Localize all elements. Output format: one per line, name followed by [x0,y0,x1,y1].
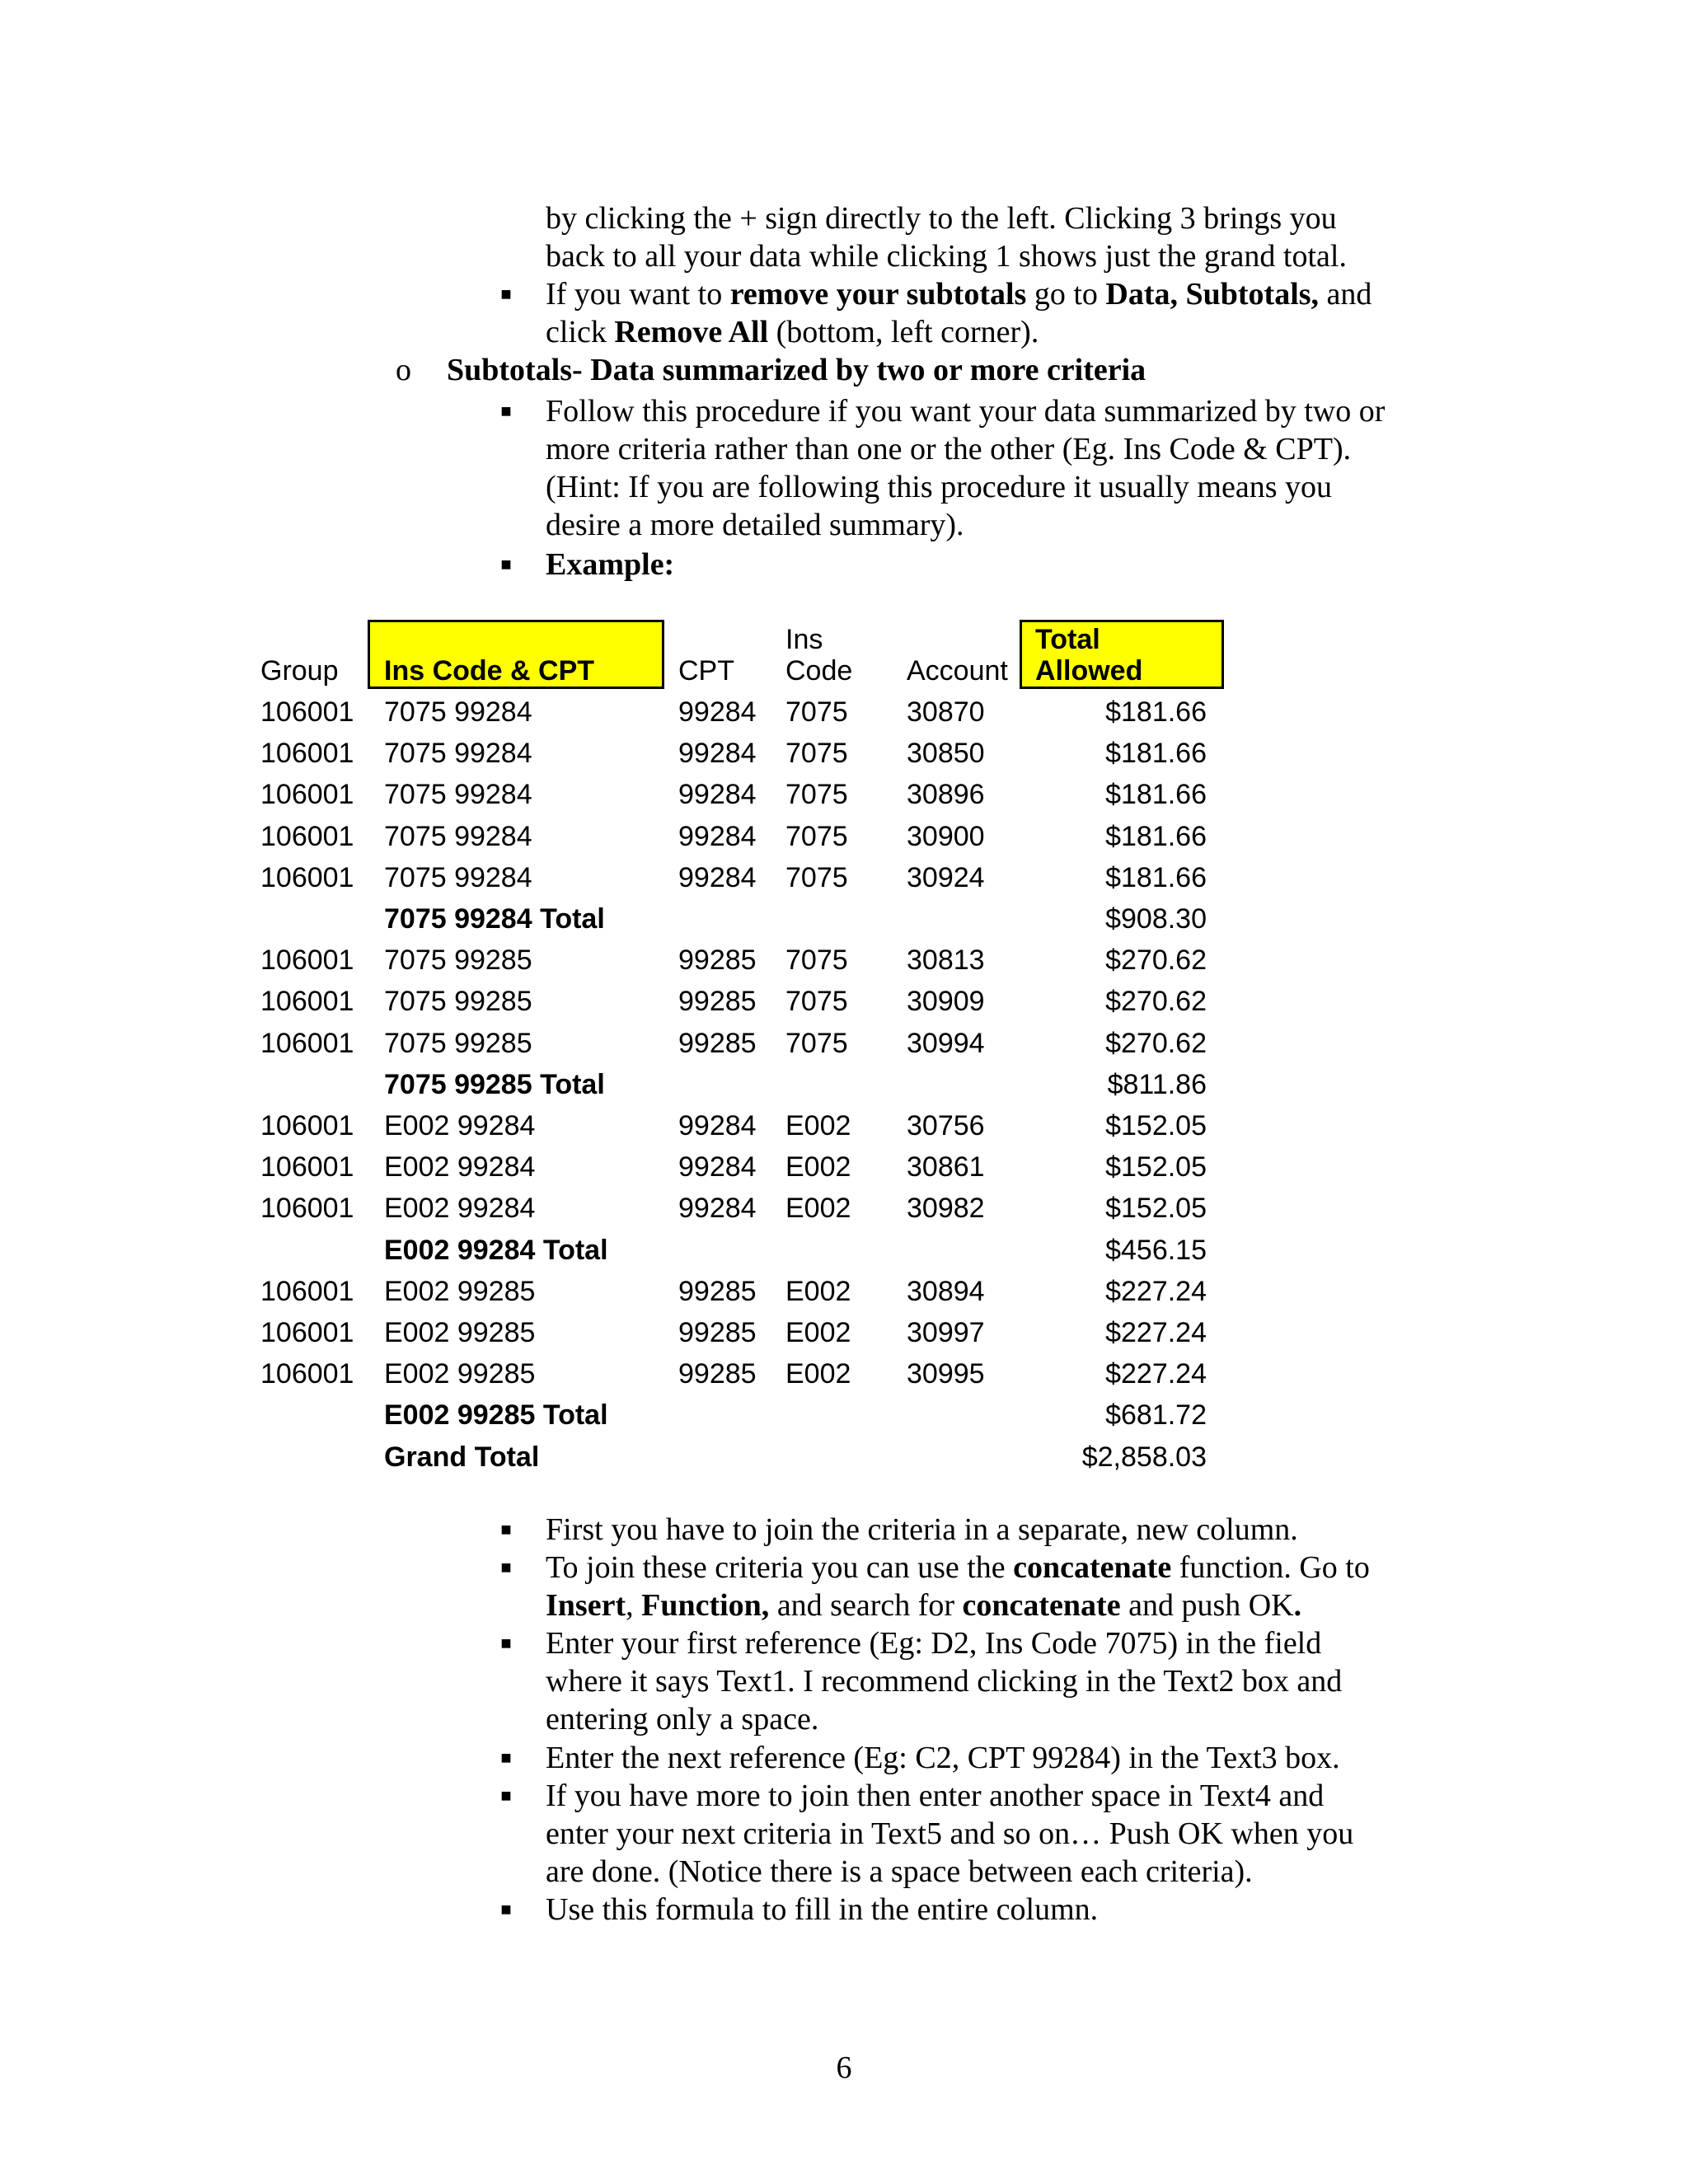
cell-ins-code-cpt: E002 99285 [384,1358,536,1390]
square-bullet-icon: ■ [500,1557,512,1577]
step-line: enter your next criteria in Text5 and so on… Push OK when you [546,1816,1354,1851]
cell-total-allowed: $181.66 [1105,821,1207,852]
cell-ins-code-cpt: E002 99284 [384,1151,536,1183]
cell-account: 30997 [907,1317,985,1348]
cell-account: 30909 [907,986,985,1017]
cell-total-allowed: $456.15 [1105,1235,1207,1266]
circle-bullet-icon: o [396,353,411,387]
text: (bottom, left corner). [768,315,1039,349]
step-line: where it says Text1. I recommend clicking in the Text2 box and [546,1664,1343,1699]
intro-line-1: by clicking the + sign directly to the left. Clicking 3 brings you [546,201,1337,236]
cell-group: 106001 [260,1358,354,1390]
intro-paragraph [546,199,1452,275]
cell-ins-code: E002 [785,1151,851,1183]
text: To join these criteria you can use the [546,1550,1014,1585]
cell-total-allowed: $270.62 [1105,944,1207,976]
cell-cpt: 99284 [678,1193,757,1224]
bold-text: . [1293,1588,1302,1623]
page-number: 6 [836,2050,852,2085]
square-bullet-icon: ■ [500,401,512,421]
cell-group: 106001 [260,1110,354,1141]
text: function. Go to [1171,1550,1370,1585]
step-fill-column: Use this formula to fill in the entire column. [546,1892,1099,1927]
step-line: If you have more to join then enter another space in Text4 and [546,1779,1325,1813]
cell-total-allowed: $152.05 [1105,1110,1207,1141]
remove-subtotals-item [546,275,1452,351]
header-cpt: CPT [678,655,734,687]
cell-cpt: 99285 [678,1028,757,1059]
cell-group: 106001 [260,1276,354,1307]
cell-group: 106001 [260,862,354,893]
cell-account: 30924 [907,862,985,893]
cell-ins-code-cpt: 7075 99284 [384,696,532,728]
cell-group: 106001 [260,1028,354,1059]
cell-account: 30850 [907,738,985,769]
text: go to [1026,277,1106,312]
cell-cpt: 99284 [678,821,757,852]
cell-cpt: 99284 [678,738,757,769]
cell-cpt: 99285 [678,1317,757,1348]
cell-total-allowed: $181.66 [1105,779,1207,810]
cell-ins-code: E002 [785,1317,851,1348]
cell-ins-code: 7075 [785,696,848,728]
cell-ins-code-cpt: E002 99285 [384,1317,536,1348]
cell-account: 30900 [907,821,985,852]
cell-ins-code-cpt: Grand Total [384,1441,540,1473]
cell-total-allowed: $227.24 [1105,1276,1207,1307]
bold-text: Insert [546,1588,626,1623]
cell-group: 106001 [260,1193,354,1224]
text: , [626,1588,642,1623]
square-bullet-icon: ■ [500,1785,512,1806]
cell-cpt: 99284 [678,779,757,810]
cell-ins-code: E002 [785,1193,851,1224]
cell-ins-code: 7075 [785,862,848,893]
cell-cpt: 99284 [678,696,757,728]
cell-group: 106001 [260,821,354,852]
cell-total-allowed: $2,858.03 [1081,1441,1207,1473]
cell-ins-code-cpt: 7075 99285 [384,944,532,976]
example-label: Example: [546,547,675,582]
cell-cpt: 99285 [678,1276,757,1307]
cell-group: 106001 [260,944,354,976]
square-bullet-icon: ■ [500,1899,512,1919]
cell-total-allowed: $181.66 [1105,696,1207,728]
cell-ins-code: 7075 [785,738,848,769]
bold-text: Data, Subtotals, [1105,277,1320,312]
cell-group: 106001 [260,779,354,810]
header-code: Code [785,655,853,687]
cell-account: 30982 [907,1193,985,1224]
cell-cpt: 99285 [678,944,757,976]
header-allowed: Allowed [1035,655,1143,687]
header-ins: Ins [785,624,823,655]
cell-account: 30813 [907,944,985,976]
step-line: entering only a space. [546,1702,819,1736]
cell-ins-code: 7075 [785,986,848,1017]
cell-ins-code: E002 [785,1276,851,1307]
cell-cpt: 99284 [678,862,757,893]
cell-ins-code-cpt: 7075 99284 [384,862,532,893]
cell-group: 106001 [260,738,354,769]
cell-ins-code-cpt: 7075 99284 Total [384,903,605,935]
cell-ins-code-cpt: 7075 99285 Total [384,1069,605,1100]
cell-ins-code-cpt: 7075 99285 [384,1028,532,1059]
cell-total-allowed: $908.30 [1105,903,1207,935]
square-bullet-icon: ■ [500,554,512,574]
cell-account: 30861 [907,1151,985,1183]
cell-ins-code-cpt: 7075 99284 [384,779,532,810]
bold-text: Remove All [614,315,769,349]
cell-ins-code: 7075 [785,944,848,976]
cell-total-allowed: $681.72 [1105,1399,1207,1431]
follow-procedure-item [546,392,1452,544]
cell-group: 106001 [260,1317,354,1348]
cell-ins-code-cpt: E002 99285 Total [384,1399,608,1431]
cell-total-allowed: $152.05 [1105,1151,1207,1183]
cell-ins-code-cpt: 7075 99284 [384,821,532,852]
header-ins-code-cpt: Ins Code & CPT [384,655,595,687]
cell-total-allowed: $227.24 [1105,1317,1207,1348]
cell-ins-code: 7075 [785,779,848,810]
cell-ins-code: E002 [785,1110,851,1141]
cell-total-allowed: $270.62 [1105,986,1207,1017]
follow-line: (Hint: If you are following this procedure it usually means you [546,470,1333,504]
cell-cpt: 99284 [678,1110,757,1141]
follow-line: more criteria rather than one or the other (Eg. Ins Code & CPT). [546,432,1352,466]
follow-line: Follow this procedure if you want your data summarized by two or [546,394,1386,429]
step-concatenate [546,1549,1452,1624]
step-join-criteria: First you have to join the criteria in a separate, new column. [546,1512,1298,1547]
step-more-to-join [546,1777,1452,1891]
text: and [1319,277,1372,312]
cell-ins-code-cpt: E002 99285 [384,1276,536,1307]
square-bullet-icon: ■ [500,1633,512,1653]
cell-total-allowed: $181.66 [1105,738,1207,769]
cell-ins-code-cpt: E002 99284 [384,1110,536,1141]
cell-account: 30896 [907,779,985,810]
cell-cpt: 99285 [678,986,757,1017]
cell-group: 106001 [260,696,354,728]
bold-text: Function, [641,1588,770,1623]
text: and push OK [1120,1588,1294,1623]
cell-group: 106001 [260,1151,354,1183]
cell-cpt: 99284 [678,1151,757,1183]
square-bullet-icon: ■ [500,1519,512,1540]
cell-total-allowed: $152.05 [1105,1193,1207,1224]
text: If you want to [546,277,730,312]
bold-text: concatenate [1013,1550,1172,1585]
step-first-reference [546,1624,1452,1738]
cell-cpt: 99285 [678,1358,757,1390]
follow-line: desire a more detailed summary). [546,508,964,542]
cell-ins-code: 7075 [785,821,848,852]
cell-ins-code: 7075 [785,1028,848,1059]
step-line: are done. (Notice there is a space between each criteria). [546,1854,1253,1889]
text: and search for [769,1588,963,1623]
cell-account: 30894 [907,1276,985,1307]
cell-ins-code-cpt: 7075 99284 [384,738,532,769]
text: click [546,315,615,349]
cell-total-allowed: $227.24 [1105,1358,1207,1390]
cell-total-allowed: $181.66 [1105,862,1207,893]
cell-account: 30995 [907,1358,985,1390]
cell-ins-code-cpt: E002 99284 [384,1193,536,1224]
square-bullet-icon: ■ [500,284,512,304]
header-total: Total [1035,624,1100,655]
bold-text: concatenate [962,1588,1121,1623]
header-group: Group [260,655,339,687]
cell-ins-code-cpt: 7075 99285 [384,986,532,1017]
cell-account: 30994 [907,1028,985,1059]
section-heading: Subtotals- Data summarized by two or more criteria [447,353,1146,387]
step-line: Enter your first reference (Eg: D2, Ins Code 7075) in the field [546,1626,1322,1661]
step-next-reference: Enter the next reference (Eg: C2, CPT 99284) in the Text3 box. [546,1741,1340,1775]
header-account: Account [907,655,1008,687]
cell-total-allowed: $811.86 [1107,1069,1207,1100]
cell-ins-code-cpt: E002 99284 Total [384,1235,608,1266]
cell-ins-code: E002 [785,1358,851,1390]
cell-group: 106001 [260,986,354,1017]
bold-text: remove your subtotals [729,277,1027,312]
cell-account: 30756 [907,1110,985,1141]
square-bullet-icon: ■ [500,1747,512,1768]
cell-total-allowed: $270.62 [1105,1028,1207,1059]
intro-line-2: back to all your data while clicking 1 shows just the grand total. [546,239,1347,274]
cell-account: 30870 [907,696,985,728]
